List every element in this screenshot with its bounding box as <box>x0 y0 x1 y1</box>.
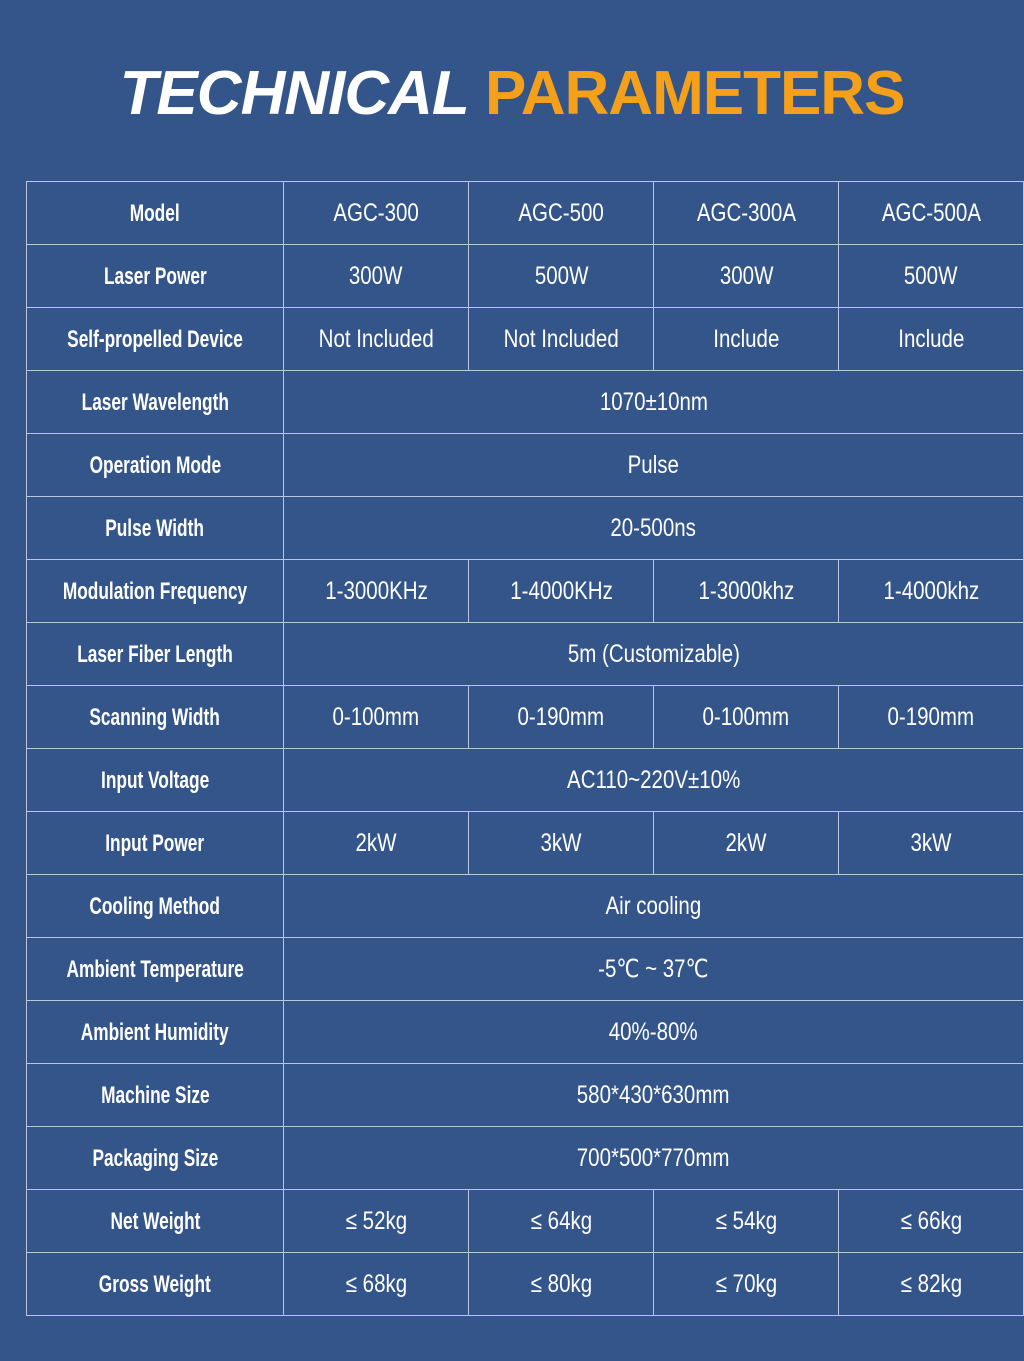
value-text: ≤ 66kg <box>900 1206 962 1235</box>
value-text: AGC-500 <box>518 198 604 227</box>
value-cell <box>839 308 1024 371</box>
value-cell <box>284 686 469 749</box>
value-text: ≤ 64kg <box>530 1206 592 1235</box>
value-cell <box>654 686 839 749</box>
table-row <box>27 686 1024 749</box>
value-text: 0-190mm <box>517 702 605 731</box>
value-cell <box>469 1253 654 1316</box>
parameters-table <box>26 181 1024 1316</box>
page-title <box>0 58 1024 129</box>
value-text: ≤ 52kg <box>345 1206 407 1235</box>
table-row <box>27 1127 1024 1190</box>
row-label-text: Ambient Humidity <box>81 1018 229 1046</box>
table-row <box>27 1001 1024 1064</box>
value-text: ≤ 70kg <box>715 1269 777 1298</box>
value-text: Air cooling <box>605 891 702 920</box>
value-text: 5m (Customizable) <box>567 639 740 668</box>
row-label <box>27 623 284 686</box>
row-label-text: Pulse Width <box>105 514 205 542</box>
value-text: AGC-300A <box>696 198 796 227</box>
value-text: ≤ 82kg <box>900 1269 962 1298</box>
table-row <box>27 749 1024 812</box>
value-cell <box>839 1253 1024 1316</box>
value-text: 0-100mm <box>702 702 790 731</box>
value-text: 300W <box>349 261 403 290</box>
value-text: 2kW <box>725 828 767 857</box>
value-cell <box>284 623 1024 686</box>
value-cell <box>284 938 1024 1001</box>
value-text: 1-3000KHz <box>324 576 428 605</box>
value-cell <box>284 1001 1024 1064</box>
row-label <box>27 245 284 308</box>
row-label-text: Laser Wavelength <box>81 388 229 416</box>
row-label-text: Packaging Size <box>92 1144 218 1172</box>
value-text: 500W <box>534 261 589 290</box>
value-cell <box>654 560 839 623</box>
value-cell <box>654 812 839 875</box>
value-cell <box>284 245 469 308</box>
table-row <box>27 182 1024 245</box>
table-row <box>27 875 1024 938</box>
table-row <box>27 497 1024 560</box>
value-cell <box>284 1064 1024 1127</box>
row-label-text: Scanning Width <box>89 703 221 731</box>
row-label <box>27 434 284 497</box>
value-cell <box>284 434 1024 497</box>
table-row <box>27 1064 1024 1127</box>
value-text: 3kW <box>540 828 582 857</box>
row-label-text: Gross Weight <box>98 1270 212 1298</box>
value-cell <box>469 686 654 749</box>
value-text: 2kW <box>355 828 397 857</box>
table-row <box>27 812 1024 875</box>
value-cell <box>469 560 654 623</box>
value-cell <box>284 182 469 245</box>
value-cell <box>284 497 1024 560</box>
value-cell <box>284 749 1024 812</box>
row-label <box>27 1253 284 1316</box>
table-row <box>27 1190 1024 1253</box>
row-label-text: Input Power <box>105 829 205 857</box>
row-label-text: Model <box>130 199 180 227</box>
row-label <box>27 749 284 812</box>
value-cell <box>654 1253 839 1316</box>
table-row <box>27 938 1024 1001</box>
row-label-text: Self-propelled Device <box>67 325 243 353</box>
title-part-2: PARAMETERS <box>485 59 905 128</box>
row-label <box>27 812 284 875</box>
value-cell <box>839 1190 1024 1253</box>
row-label <box>27 1064 284 1127</box>
row-label-text: Ambient Temperature <box>66 955 244 983</box>
row-label-text: Input Voltage <box>100 766 210 794</box>
value-cell <box>654 182 839 245</box>
value-cell <box>839 560 1024 623</box>
row-label <box>27 686 284 749</box>
row-label-text: Laser Fiber Length <box>77 640 233 668</box>
value-text: 20-500ns <box>610 513 697 542</box>
value-cell <box>469 245 654 308</box>
value-cell <box>654 245 839 308</box>
table-row <box>27 371 1024 434</box>
value-text: 1-4000khz <box>883 576 979 605</box>
value-text: 700*500*770mm <box>577 1143 730 1172</box>
value-text: -5℃ ~ 37℃ <box>598 955 709 983</box>
value-text: AC110~220V±10% <box>566 765 741 794</box>
table-row <box>27 434 1024 497</box>
row-label-text: Cooling Method <box>89 892 221 920</box>
value-text: 0-190mm <box>887 702 975 731</box>
value-text: 1070±10nm <box>599 387 708 416</box>
value-text: 580*430*630mm <box>577 1080 730 1109</box>
value-cell <box>284 875 1024 938</box>
value-text: ≤ 68kg <box>345 1269 407 1298</box>
value-text: ≤ 54kg <box>715 1206 777 1235</box>
value-cell <box>284 371 1024 434</box>
value-cell <box>839 182 1024 245</box>
value-cell <box>284 812 469 875</box>
table-row <box>27 623 1024 686</box>
value-text: Pulse <box>627 450 680 479</box>
row-label-text: Laser Power <box>103 262 207 290</box>
value-text: AGC-500A <box>881 198 981 227</box>
row-label <box>27 938 284 1001</box>
value-text: 40%-80% <box>609 1017 698 1046</box>
value-text: 500W <box>904 261 958 290</box>
title-part-1: TECHNICAL <box>119 59 469 128</box>
value-cell <box>284 308 469 371</box>
value-text: ≤ 80kg <box>530 1269 592 1298</box>
table-row <box>27 560 1024 623</box>
row-label <box>27 182 284 245</box>
row-label <box>27 1190 284 1253</box>
row-label <box>27 308 284 371</box>
table-row <box>27 245 1024 308</box>
value-cell <box>469 812 654 875</box>
row-label <box>27 497 284 560</box>
value-cell <box>839 245 1024 308</box>
value-cell <box>469 1190 654 1253</box>
row-label <box>27 1127 284 1190</box>
value-text: 3kW <box>910 828 952 857</box>
value-text: 1-3000khz <box>698 576 795 605</box>
value-cell <box>284 1190 469 1253</box>
value-cell <box>284 560 469 623</box>
value-text: 0-100mm <box>332 702 420 731</box>
value-text: Include <box>898 324 965 353</box>
value-text: Not Included <box>503 324 619 353</box>
value-text: AGC-300 <box>333 198 419 227</box>
row-label <box>27 875 284 938</box>
row-label-text: Operation Mode <box>89 451 221 479</box>
value-cell <box>839 812 1024 875</box>
row-label <box>27 371 284 434</box>
row-label-text: Machine Size <box>100 1081 210 1109</box>
value-cell <box>284 1127 1024 1190</box>
value-cell <box>469 182 654 245</box>
value-cell <box>839 686 1024 749</box>
value-cell <box>469 308 654 371</box>
value-cell <box>654 1190 839 1253</box>
row-label <box>27 560 284 623</box>
value-text: Not Included <box>318 324 434 353</box>
row-label <box>27 1001 284 1064</box>
row-label-text: Net Weight <box>110 1207 200 1235</box>
value-cell <box>654 308 839 371</box>
row-label-text: Modulation Frequency <box>62 577 248 605</box>
value-text: 1-4000KHz <box>509 576 613 605</box>
value-text: Include <box>713 324 780 353</box>
value-text: 300W <box>719 261 774 290</box>
table-row <box>27 1253 1024 1316</box>
value-cell <box>284 1253 469 1316</box>
table-row <box>27 308 1024 371</box>
